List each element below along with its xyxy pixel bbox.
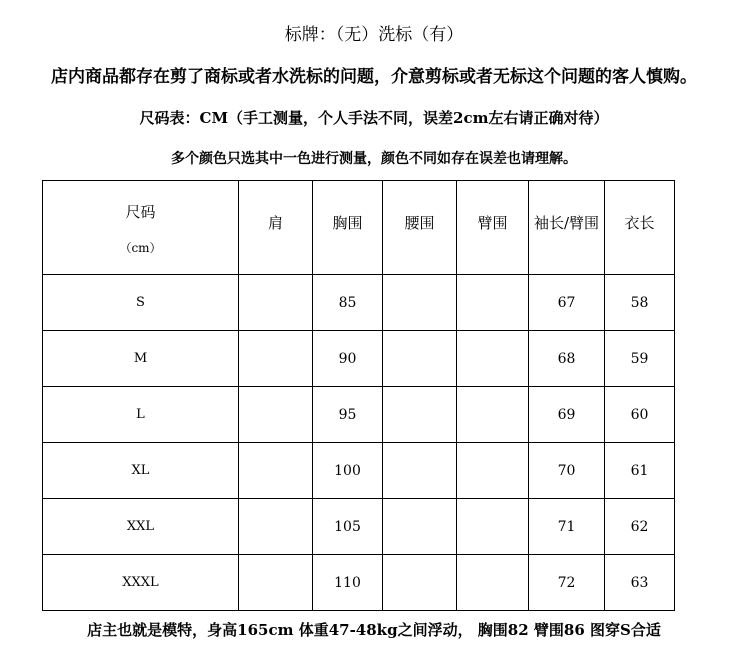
header-sleeve: 袖长/臂围: [529, 181, 605, 275]
cell-chest: 100: [313, 443, 383, 499]
header-size-cell: [43, 181, 239, 275]
cell-shoulder: [239, 331, 313, 387]
cell-length: 60: [605, 387, 675, 443]
header-size-label: 尺码: [125, 203, 156, 221]
cell-sleeve: 68: [529, 331, 605, 387]
cell-arm: [457, 275, 529, 331]
table-row: [43, 275, 675, 331]
cell-chest: 85: [313, 275, 383, 331]
cell-chest: 90: [313, 331, 383, 387]
cell-shoulder: [239, 555, 313, 611]
cell-shoulder: [239, 275, 313, 331]
cell-size: XXXL: [43, 555, 239, 611]
cell-chest: 105: [313, 499, 383, 555]
cell-sleeve: 71: [529, 499, 605, 555]
cell-size: XL: [43, 443, 239, 499]
header-shoulder: 肩: [239, 181, 313, 275]
cell-waist: [383, 331, 457, 387]
size-chart-note: 尺码表：CM（手工测量，个人手法不同，误差2cm左右请正确对待）: [139, 109, 609, 127]
cell-length: 59: [605, 331, 675, 387]
cell-waist: [383, 275, 457, 331]
cell-waist: [383, 387, 457, 443]
cell-shoulder: [239, 443, 313, 499]
label-info-line: 标牌：（无）洗标（有）: [284, 25, 464, 45]
table-row: [43, 555, 675, 611]
cell-arm: [457, 387, 529, 443]
cell-sleeve: 69: [529, 387, 605, 443]
cell-arm: [457, 499, 529, 555]
cell-length: 61: [605, 443, 675, 499]
cell-sleeve: 67: [529, 275, 605, 331]
model-info: 店主也就是模特，身高165cm 体重47-48kg之间浮动， 胸围82 臂围86 图穿S合适: [87, 621, 661, 639]
table-row: [43, 331, 675, 387]
tag-notice: 店内商品都存在剪了商标或者水洗标的问题，介意剪标或者无标这个问题的客人慎购。: [51, 67, 697, 87]
table-header-row: [43, 181, 675, 275]
cell-length: 62: [605, 499, 675, 555]
color-note: 多个颜色只选其中一色进行测量，颜色不同如存在误差也请理解。: [171, 151, 577, 167]
cell-waist: [383, 443, 457, 499]
header-unit-label: （cm）: [119, 241, 162, 255]
cell-shoulder: [239, 499, 313, 555]
cell-shoulder: [239, 387, 313, 443]
cell-chest: 95: [313, 387, 383, 443]
cell-size: S: [43, 275, 239, 331]
cell-arm: [457, 555, 529, 611]
header-arm: 臂围: [457, 181, 529, 275]
cell-length: 58: [605, 275, 675, 331]
cell-size: L: [43, 387, 239, 443]
cell-arm: [457, 443, 529, 499]
header-waist: 腰围: [383, 181, 457, 275]
cell-size: XXL: [43, 499, 239, 555]
cell-waist: [383, 499, 457, 555]
cell-sleeve: 70: [529, 443, 605, 499]
table-row: [43, 499, 675, 555]
header-length: 衣长: [605, 181, 675, 275]
cell-size: M: [43, 331, 239, 387]
cell-arm: [457, 331, 529, 387]
cell-waist: [383, 555, 457, 611]
table-row: [43, 387, 675, 443]
size-table: [42, 180, 675, 611]
cell-chest: 110: [313, 555, 383, 611]
cell-length: 63: [605, 555, 675, 611]
table-row: [43, 443, 675, 499]
header-chest: 胸围: [313, 181, 383, 275]
cell-sleeve: 72: [529, 555, 605, 611]
